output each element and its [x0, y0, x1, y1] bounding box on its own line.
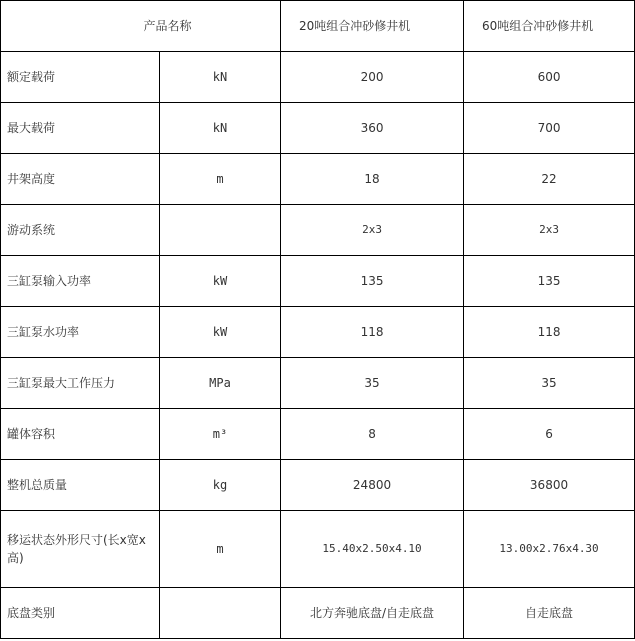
row-name: 罐体容积: [1, 409, 160, 460]
row-value-b: 36800: [464, 460, 635, 511]
row-name: 三缸泵输入功率: [1, 256, 160, 307]
row-value-b: 6: [464, 409, 635, 460]
row-name: 游动系统: [1, 205, 160, 256]
row-value-b: 22: [464, 154, 635, 205]
row-unit: kW: [160, 256, 281, 307]
row-value-a: 360: [281, 103, 464, 154]
table-row: [1, 103, 635, 154]
row-name: 三缸泵水功率: [1, 307, 160, 358]
row-name: 三缸泵最大工作压力: [1, 358, 160, 409]
row-unit: kg: [160, 460, 281, 511]
header-row: [1, 1, 635, 52]
row-value-a: 200: [281, 52, 464, 103]
row-value-a: 118: [281, 307, 464, 358]
row-value-b: 600: [464, 52, 635, 103]
row-value-a: 2x3: [281, 205, 464, 256]
table-row: [1, 307, 635, 358]
row-value-b: 35: [464, 358, 635, 409]
row-name: 整机总质量: [1, 460, 160, 511]
table-row: [1, 460, 635, 511]
row-unit: [160, 205, 281, 256]
row-name: 移运状态外形尺寸(长x宽x高): [1, 511, 160, 588]
header-model-a: 20吨组合冲砂修井机: [281, 1, 464, 52]
row-unit: MPa: [160, 358, 281, 409]
row-value-b: 自走底盘: [464, 588, 635, 639]
row-value-a: 24800: [281, 460, 464, 511]
row-value-a: 8: [281, 409, 464, 460]
row-value-b: 135: [464, 256, 635, 307]
row-unit: kN: [160, 52, 281, 103]
table-row: [1, 52, 635, 103]
table-row: [1, 358, 635, 409]
row-value-a: 北方奔驰底盘/自走底盘: [281, 588, 464, 639]
row-value-b: 700: [464, 103, 635, 154]
table-row: [1, 154, 635, 205]
row-value-a: 18: [281, 154, 464, 205]
row-unit: kW: [160, 307, 281, 358]
row-name: 最大载荷: [1, 103, 160, 154]
row-name: 底盘类别: [1, 588, 160, 639]
row-unit: kN: [160, 103, 281, 154]
row-value-b: 2x3: [464, 205, 635, 256]
row-name: 额定载荷: [1, 52, 160, 103]
row-unit: m³: [160, 409, 281, 460]
row-value-b: 118: [464, 307, 635, 358]
header-model-b: 60吨组合冲砂修井机: [464, 1, 635, 52]
row-unit: m: [160, 154, 281, 205]
table-row: [1, 409, 635, 460]
row-unit: m: [160, 511, 281, 588]
row-value-a: 35: [281, 358, 464, 409]
row-value-a: 15.40x2.50x4.10: [281, 511, 464, 588]
header-label: 产品名称: [1, 1, 281, 52]
table-row: [1, 588, 635, 639]
table-row: [1, 511, 635, 588]
row-value-b: 13.00x2.76x4.30: [464, 511, 635, 588]
row-unit: [160, 588, 281, 639]
row-name: 井架高度: [1, 154, 160, 205]
table-row: [1, 256, 635, 307]
table-row: [1, 205, 635, 256]
row-value-a: 135: [281, 256, 464, 307]
